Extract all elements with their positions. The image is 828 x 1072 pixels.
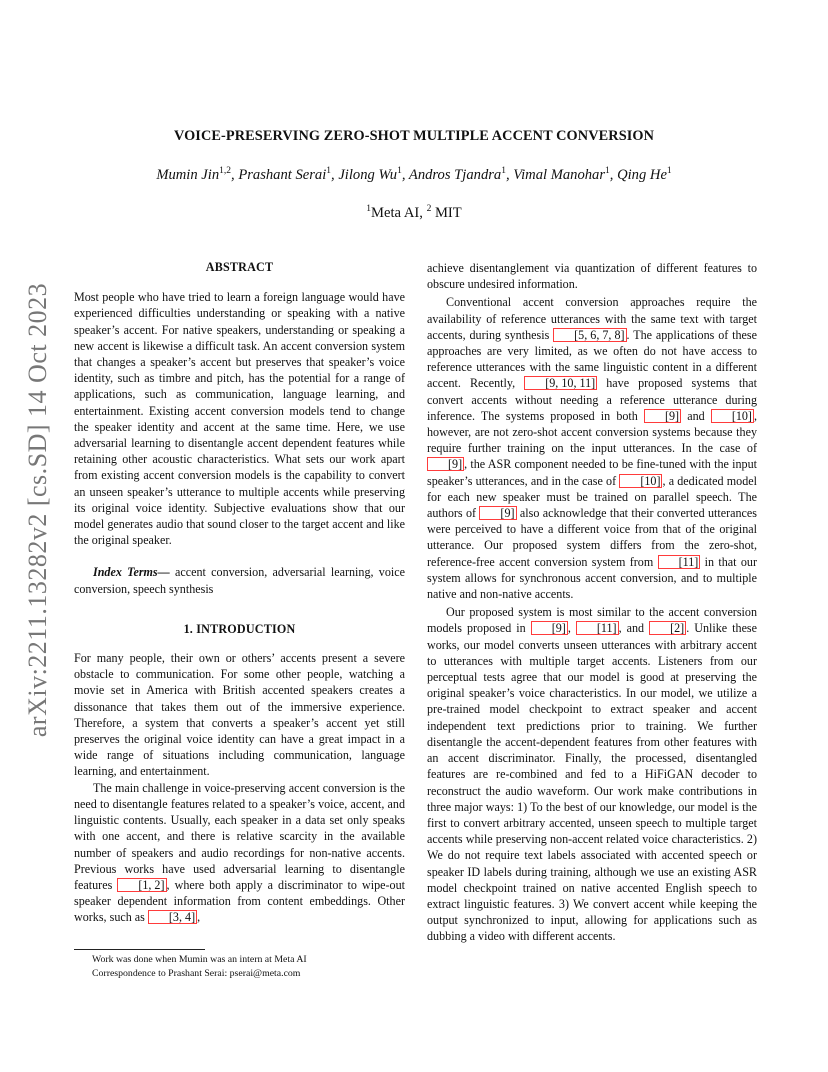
text-run: and	[681, 408, 711, 423]
right-column	[427, 260, 757, 945]
author-name: Mumin Jin	[156, 167, 220, 183]
right-paragraph-1	[427, 294, 757, 602]
continued-paragraph: achieve disentanglement via quantization of different features to obscure undesired information.	[427, 261, 757, 292]
author-affil-sup: 1	[501, 166, 506, 176]
text-run: in that our system allows for synchronous accent conversion, and to multiple native and non-native accents.	[427, 554, 757, 602]
text-run: have proposed systems that convert accents without needing a reference utterance during inference. The systems proposed in both	[427, 376, 757, 423]
author-name: Prashant Serai	[238, 167, 327, 183]
intro-paragraph-1: For many people, their own or others’ accents present a severe obstacle to communication. For some other people, watching a movie set in America with British accented speakers creates a dissonance that takes them out of the immersive experience. Therefore, a system that converts a speaker’s accent yet still preserves the original voice identity can have a great impact in a wide range of situations including communication, language learning, and entertainment.	[74, 651, 405, 779]
abstract-text: Most people who have tried to learn a foreign language would have experienced difficulties understanding or speaking with a native speaker’s accent. For native speakers, understanding or speaking a new accent is likewise a difficult task. An accent conversion system that changes a speaker’s accent but preserves that speaker’s voice identity, such as timbre and pitch, has the potential for a range of applications, such as communication, language learning, and entertainment. Existing accent conversion models tend to change the speaker identity and accent at the same time. Here, we use adversarial learning to disentangle accent dependent features while retaining other acoustic characteristics. What sets our work apart from existing accent conversion models is the capability to convert an unseen speaker’s utterance to multiple accents while preserving its original voice identity. Subjective evaluations show that our model generates audio that sound closer to the target accent and like the original speaker.	[74, 290, 405, 548]
intro-paragraph-2	[74, 780, 405, 926]
author-name: Vimal Manohar	[513, 167, 606, 183]
text-run: The main challenge in voice-preserving accent conversion is the need to disentangle features related to a speaker’s voice, accent, and linguistic contents. Usually, each speaker in a data set only speaks with one accent, and there is relative scarcity in the available number of speakers and audio recordings for non-native accents. Previous works have used adversarial learning to disentangle features	[74, 780, 405, 892]
footnote-correspondence: Correspondence to Prashant Serai: pserai@meta.com	[92, 968, 301, 979]
affil-sup: 1	[366, 204, 372, 214]
text-run: ,	[567, 621, 576, 636]
right-paragraph-2	[427, 604, 757, 944]
left-column	[74, 259, 405, 926]
citation-link[interactable]: [1, 2]	[117, 878, 166, 892]
citation-link[interactable]: [9]	[531, 621, 568, 635]
affiliations	[0, 205, 828, 222]
text-run: ,	[197, 910, 201, 925]
author-affil-sup: 1,2	[219, 166, 232, 176]
text-run: . The applications of these approaches are very limited, as we often do not have access to reference utterances with the same linguistic content in a different accent. Recently,	[427, 327, 758, 391]
intro-heading: 1. INTRODUCTION	[183, 621, 296, 636]
arxiv-identifier: arXiv:2211.13282v2 [cs.SD] 14 Oct 2023	[23, 282, 52, 738]
paper-title: VOICE-PRESERVING ZERO-SHOT MULTIPLE ACCENT CONVERSION	[173, 128, 655, 144]
citation-link[interactable]: [10]	[711, 409, 754, 423]
text-run: , and	[618, 621, 650, 636]
author-name: Jilong Wu	[338, 167, 398, 183]
author-affil-sup: 1	[605, 166, 610, 176]
footnote-divider	[74, 949, 205, 950]
citation-link[interactable]: [9]	[479, 506, 516, 520]
text-run: , a dedicated model for each new speaker must be trained on parallel speech. The authors of	[427, 473, 757, 521]
text-run: also acknowledge that their converted utterances were perceived to have a different voice from that of the original utterance. Our proposed system differs from the zero-shot, reference-free accent conversion system from	[427, 506, 757, 569]
affil-mit: MIT	[431, 205, 462, 221]
citation-link[interactable]: [9, 10, 11]	[524, 376, 597, 390]
author-affil-sup: 1	[397, 166, 402, 176]
text-run: , where both apply a discriminator to wipe-out speaker dependent information from content embeddings. Other works, such as	[74, 877, 405, 925]
abstract-heading: ABSTRACT	[205, 260, 274, 274]
affil-meta: Meta AI,	[371, 205, 427, 221]
author-affil-sup: 1	[326, 166, 332, 176]
citation-link[interactable]: [2]	[649, 621, 686, 635]
author-name: Andros Tjandra	[408, 167, 502, 183]
text-run: , however, are not zero-shot accent conversion systems because they require further training on the input utterances. In the case of	[427, 408, 757, 456]
citation-link[interactable]: [9]	[644, 409, 681, 423]
citation-link[interactable]: [11]	[576, 621, 619, 635]
text-run: Conventional accent conversion approaches require the availability of reference utterances with the same text with target accents, during synthesis	[427, 295, 757, 342]
footnote-intern: Work was done when Mumin was an intern at Meta AI	[92, 954, 307, 965]
text-run: Our proposed system is most similar to the accent conversion models proposed in	[427, 605, 757, 636]
citation-link[interactable]: [9]	[427, 457, 464, 471]
author-affil-sup: 1	[666, 166, 672, 176]
citation-link[interactable]: [10]	[619, 474, 662, 488]
text-run: , the ASR component needed to be fine-tuned with the input speaker’s utterances, and in the case of	[427, 457, 757, 488]
text-run: . Unlike these works, our model converts unseen utterances with arbitrary accent to utterances with multiple target accents. Listeners from our perceptual tests agree that our model is good at preserving the original speaker’s voice characteristics. In our model, we utilize a pre-trained model checkpoint to extract speaker and accent independent text predictions prior to training. We further disentangle the accent-dependent features from other features with an accent discriminator. Finally, the processed, disentangled features are re-combined and fed to a HiFiGAN decoder to reconstruct the audio waveform. Our work make contributions in three major ways: 1) To the best of our knowledge, our model is the first to convert arbitrary accented, unseen speech to multiple target accents while preserving non-accent related voice characteristics. 2) We do not require text labels associated with accented speech or speaker ID labels during training, although we use an existing ASR model checkpoint trained on native accented English speech to extract linguistic features. 3) We convert accent while keeping the output synchronized to input, allowing for applications such as dubbing a video with different accents.	[427, 621, 758, 944]
arxiv-sidebar	[21, 260, 55, 760]
affil-sup: 2	[426, 204, 432, 214]
citation-link[interactable]: [11]	[658, 555, 701, 569]
author-name: Qing He	[617, 167, 667, 183]
citation-link[interactable]: [3, 4]	[148, 910, 197, 924]
citation-link[interactable]: [5, 6, 7, 8]	[553, 328, 626, 342]
author-list: Mumin Jin$^{1,2}$, Prashant Serai$^1$, Jilong Wu$^1$, Andros Tjandra$^1$, Vimal Manohar$^1$, Qing He$^1$	[156, 166, 672, 183]
index-terms	[74, 564, 405, 596]
index-terms-label: Index Terms—	[93, 565, 170, 580]
index-terms-text: accent conversion, adversarial learning, voice conversion, speech synthesis	[74, 565, 405, 596]
